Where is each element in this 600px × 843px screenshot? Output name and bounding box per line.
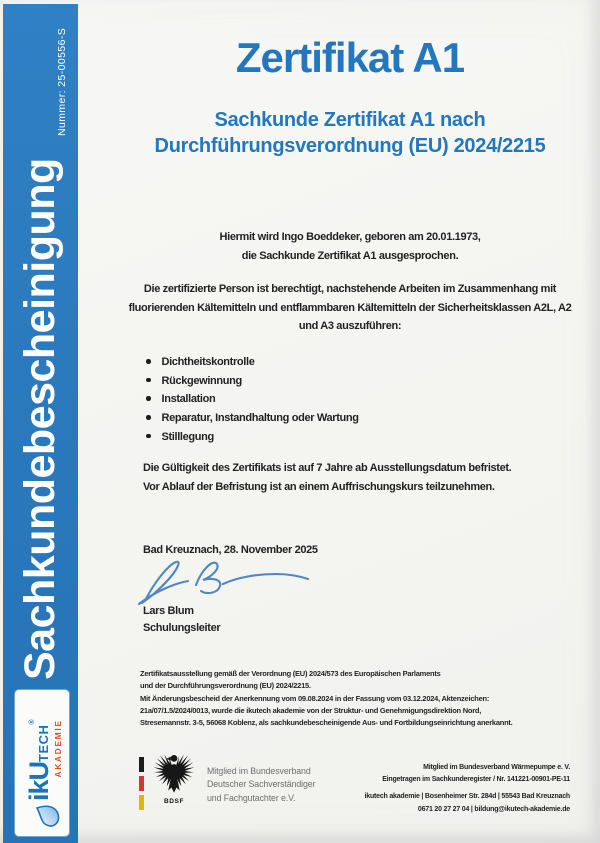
logo-brand: ikU (23, 761, 54, 801)
bullet-icon (146, 359, 151, 364)
logo-akademie: AKADEMIE (52, 719, 63, 778)
registered-mark-icon: ® (28, 719, 36, 725)
task-label: Installation (161, 393, 216, 406)
signer-block (143, 603, 220, 637)
task-item (146, 353, 359, 372)
footer-phone-email-line: 0671 20 27 27 04 | bildung@ikutech-akademie.de (417, 805, 570, 813)
task-item (146, 409, 359, 428)
task-label: Dichtheitskontrolle (161, 356, 255, 368)
authorization-paragraph (100, 280, 600, 336)
intro-line-2: die Sachkunde Zertifikat A1 ausgesprochen. (241, 249, 459, 262)
certificate-title: Zertifikat A1 (235, 34, 465, 81)
task-label: Stilllegung (161, 430, 214, 443)
sidebar-title: Sachkundebescheinigung (16, 158, 64, 680)
bdsf-eagle-icon (148, 751, 200, 799)
legal-line-2: und der Durchführungsverordnung (EU) 2024/2215. (140, 681, 311, 691)
ikutech-logo-box (15, 690, 69, 836)
intro-line-1: Hiermit wird Ingo Boeddeker, geboren am 20.01.1973, (219, 231, 481, 243)
bdsf-membership-text (207, 765, 315, 805)
footer-address-line: ikutech akademie | Bosenheimer Str. 284d | 55543 Bad Kreuznach (364, 793, 570, 801)
ikutech-logo (15, 690, 69, 836)
signature-handwriting (136, 553, 314, 609)
logo-brand-suffix: TECH (35, 724, 51, 762)
certificate-number: Nummer: 25-00556-S (56, 27, 68, 136)
legal-note (140, 668, 512, 729)
legal-line-3: Mit Änderungsbescheid der Anerkennung vom 09.08.2024 in der Fassung vom 03.12.2024, Aktenzeichen: (140, 693, 490, 703)
german-flag-mark (139, 757, 144, 814)
task-item (146, 428, 359, 447)
logo-text (23, 719, 63, 801)
bullet-icon (146, 378, 151, 383)
bdsf-label: BDSF (163, 798, 185, 805)
validity-line-2: Vor Ablauf der Befristung ist an einem Auffrischungskurs teilzunehmen. (143, 481, 495, 493)
authorization-line-3: und A3 auszuführen: (298, 320, 402, 333)
certificate-subtitle (100, 107, 600, 159)
flag-black-bar (139, 757, 144, 772)
bdsf-line-3: und Fachgutachter e.V. (207, 792, 296, 803)
validity-paragraph (143, 459, 511, 497)
signer-name: Lars Blum (143, 605, 194, 617)
legal-line-4: 21a/07/1.5/2024/0013, wurde die ikutech akademie von der Struktur- und Genehmigungsdirektion Nord, (140, 705, 482, 715)
footer-contact-block (365, 762, 571, 816)
legal-line-5: Stresemannstr. 3-5, 56068 Koblenz, als sachkundebescheinigende Aus- und Fortbildungseinrichtung anerkannt. (140, 718, 513, 728)
validity-line-1: Die Gültigkeit des Zertifikats ist auf 7 Jahre ab Ausstellungsdatum befristet. (143, 462, 512, 474)
water-drop-icon (35, 803, 61, 829)
footer-membership-line: Mitglied im Bundesverband Wärmepumpe e. V. (423, 764, 570, 771)
task-label: Reparatur, Instandhaltung oder Wartung (161, 412, 359, 425)
subtitle-line-2: Durchführungsverordnung (EU) 2024/2215 (154, 135, 546, 157)
logo-wordmark (23, 719, 54, 801)
place-date: Bad Kreuznach, 28. November 2025 (143, 544, 318, 556)
task-list (146, 353, 359, 446)
signer-role: Schulungsleiter (143, 622, 221, 634)
footer-register-line: Eingetragen im Sachkunderegister / Nr. 141221-00901-PE-11 (382, 776, 570, 784)
bdsf-line-1: Mitglied im Bundesverband (207, 766, 311, 776)
task-item (146, 390, 359, 409)
flag-red-bar (139, 776, 144, 791)
authorization-line-2: fluorierenden Kältemitteln und entflammbaren Kältemitteln der Sicherheitsklassen A2L, A2 (128, 301, 572, 314)
intro-paragraph (100, 228, 600, 265)
bullet-icon (146, 415, 151, 420)
sidebar-band (3, 4, 78, 843)
bdsf-line-2: Deutscher Sachverständiger (207, 779, 316, 790)
bullet-icon (146, 396, 151, 401)
legal-line-1: Zertifikatsausstellung gemäß der Verordnung (EU) 2024/573 des Europäischen Parlaments (140, 669, 441, 678)
flag-gold-bar (139, 795, 144, 810)
task-label: Rückgewinnung (161, 374, 242, 387)
bullet-icon (146, 434, 151, 439)
authorization-line-1: Die zertifizierte Person ist berechtigt, nachstehende Arbeiten im Zusammenhang mit (143, 283, 557, 295)
task-item (146, 372, 359, 391)
subtitle-line-1: Sachkunde Zertifikat A1 nach (214, 109, 486, 131)
